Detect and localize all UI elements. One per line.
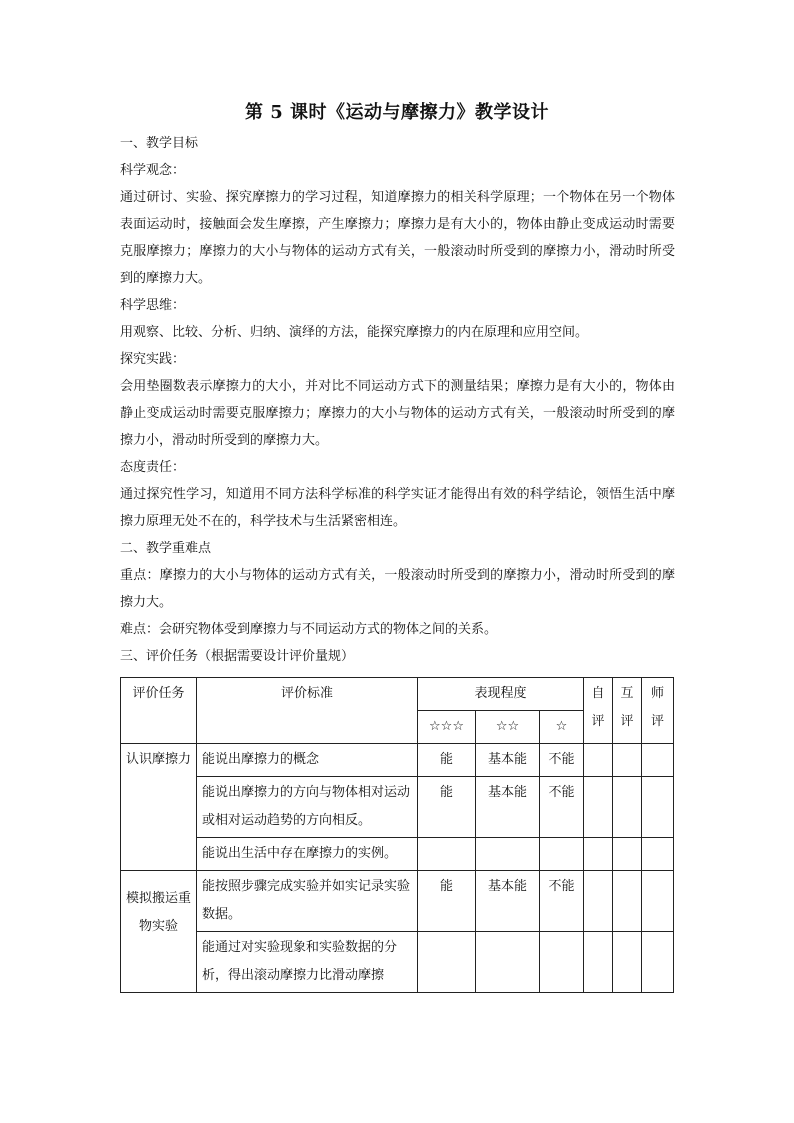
table-row bbox=[121, 838, 674, 871]
teacher-eval-cell[interactable] bbox=[642, 932, 674, 993]
thinking-text: 用观察、比较、分析、归纳、演绎的方法，能探究摩擦力的内在原理和应用空间。 bbox=[120, 325, 589, 340]
header-level: 表现程度 bbox=[418, 678, 584, 711]
level3-cell: 能 bbox=[418, 777, 476, 838]
standard-cell: 能按照步骤完成实验并如实记录实验数据。 bbox=[197, 871, 418, 932]
level3-cell bbox=[418, 838, 476, 871]
peer-eval-cell[interactable] bbox=[613, 871, 642, 932]
peer-eval-cell[interactable] bbox=[613, 838, 642, 871]
table-row bbox=[121, 932, 674, 993]
self-eval-cell[interactable] bbox=[584, 838, 613, 871]
self-eval-cell[interactable] bbox=[584, 871, 613, 932]
teacher-eval-cell[interactable] bbox=[642, 838, 674, 871]
level2-cell bbox=[476, 838, 540, 871]
level1-cell: 不能 bbox=[540, 871, 584, 932]
practice-label: 探究实践： bbox=[120, 352, 186, 367]
evaluation-table bbox=[120, 677, 674, 993]
teacher-eval-cell[interactable] bbox=[642, 777, 674, 838]
header-level-1-star: ☆ bbox=[540, 711, 584, 744]
level3-cell: 能 bbox=[418, 871, 476, 932]
attitude-text: 通过探究性学习，知道用不同方法科学标准的科学实证才能得出有效的科学结论，领悟生活中摩擦力原理无处不在的，科学技术与生活紧密相连。 bbox=[120, 487, 675, 529]
level1-cell: 不能 bbox=[540, 744, 584, 777]
standard-cell: 能说出摩擦力的方向与物体相对运动或相对运动趋势的方向相反。 bbox=[197, 777, 418, 838]
task-cell-friction: 认识摩擦力 bbox=[121, 744, 197, 871]
table-row bbox=[121, 871, 674, 932]
document-body bbox=[120, 130, 675, 670]
table-row bbox=[121, 777, 674, 838]
level3-cell: 能 bbox=[418, 744, 476, 777]
standard-cell: 能说出生活中存在摩擦力的实例。 bbox=[197, 838, 418, 871]
level1-cell: 不能 bbox=[540, 777, 584, 838]
peer-eval-cell[interactable] bbox=[613, 777, 642, 838]
section-heading-evaluation: 三、评价任务（根据需要设计评价量规） bbox=[120, 649, 355, 664]
standard-cell: 能通过对实验现象和实验数据的分析，得出滚动摩擦力比滑动摩擦 bbox=[197, 932, 418, 993]
header-self: 自评 bbox=[584, 678, 613, 744]
header-level-3-stars: ☆☆☆ bbox=[418, 711, 476, 744]
concept-text: 通过研讨、实验、探究摩擦力的学习过程，知道摩擦力的相关科学原理；一个物体在另一个物体表面运动时，接触面会发生摩擦，产生摩擦力；摩擦力是有大小的，物体由静止变成运动时需要克服摩擦力；摩擦力的大小与物体的运动方式有关，一般滚动时所受到的摩擦力小，滑动时所受到的摩擦力大。 bbox=[120, 190, 675, 286]
level2-cell: 基本能 bbox=[476, 777, 540, 838]
document-title: 第 5 课时《运动与摩擦力》教学设计 bbox=[244, 102, 550, 123]
self-eval-cell[interactable] bbox=[584, 744, 613, 777]
thinking-label: 科学思维： bbox=[120, 298, 186, 313]
level2-cell: 基本能 bbox=[476, 871, 540, 932]
attitude-label: 态度责任： bbox=[120, 460, 186, 475]
level1-cell bbox=[540, 932, 584, 993]
practice-text: 会用垫圈数表示摩擦力的大小，并对比不同运动方式下的测量结果；摩擦力是有大小的，物体由静止变成运动时需要克服摩擦力；摩擦力的大小与物体的运动方式有关，一般滚动时所受到的摩擦力小，滑动时所受到的摩擦力大。 bbox=[120, 379, 675, 448]
section-heading-keypoints: 二、教学重难点 bbox=[120, 541, 212, 556]
section-heading-objectives: 一、教学目标 bbox=[120, 136, 199, 151]
header-teacher: 师评 bbox=[642, 678, 674, 744]
level2-cell: 基本能 bbox=[476, 744, 540, 777]
header-task: 评价任务 bbox=[121, 678, 197, 744]
teacher-eval-cell[interactable] bbox=[642, 871, 674, 932]
standard-cell: 能说出摩擦力的概念 bbox=[197, 744, 418, 777]
peer-eval-cell[interactable] bbox=[613, 932, 642, 993]
self-eval-cell[interactable] bbox=[584, 932, 613, 993]
header-peer: 互评 bbox=[613, 678, 642, 744]
peer-eval-cell[interactable] bbox=[613, 744, 642, 777]
level2-cell bbox=[476, 932, 540, 993]
level1-cell bbox=[540, 838, 584, 871]
table-row bbox=[121, 744, 674, 777]
key-point-text: 重点：摩擦力的大小与物体的运动方式有关，一般滚动时所受到的摩擦力小，滑动时所受到的摩擦力大。 bbox=[120, 568, 675, 610]
level3-cell bbox=[418, 932, 476, 993]
task-cell-experiment: 模拟搬运重物实验 bbox=[121, 871, 197, 993]
teacher-eval-cell[interactable] bbox=[642, 744, 674, 777]
header-standard: 评价标准 bbox=[197, 678, 418, 744]
difficulty-text: 难点：会研究物体受到摩擦力与不同运动方式的物体之间的关系。 bbox=[120, 622, 498, 637]
self-eval-cell[interactable] bbox=[584, 777, 613, 838]
table-header-row bbox=[121, 678, 674, 711]
header-level-2-stars: ☆☆ bbox=[476, 711, 540, 744]
concept-label: 科学观念： bbox=[120, 163, 186, 178]
